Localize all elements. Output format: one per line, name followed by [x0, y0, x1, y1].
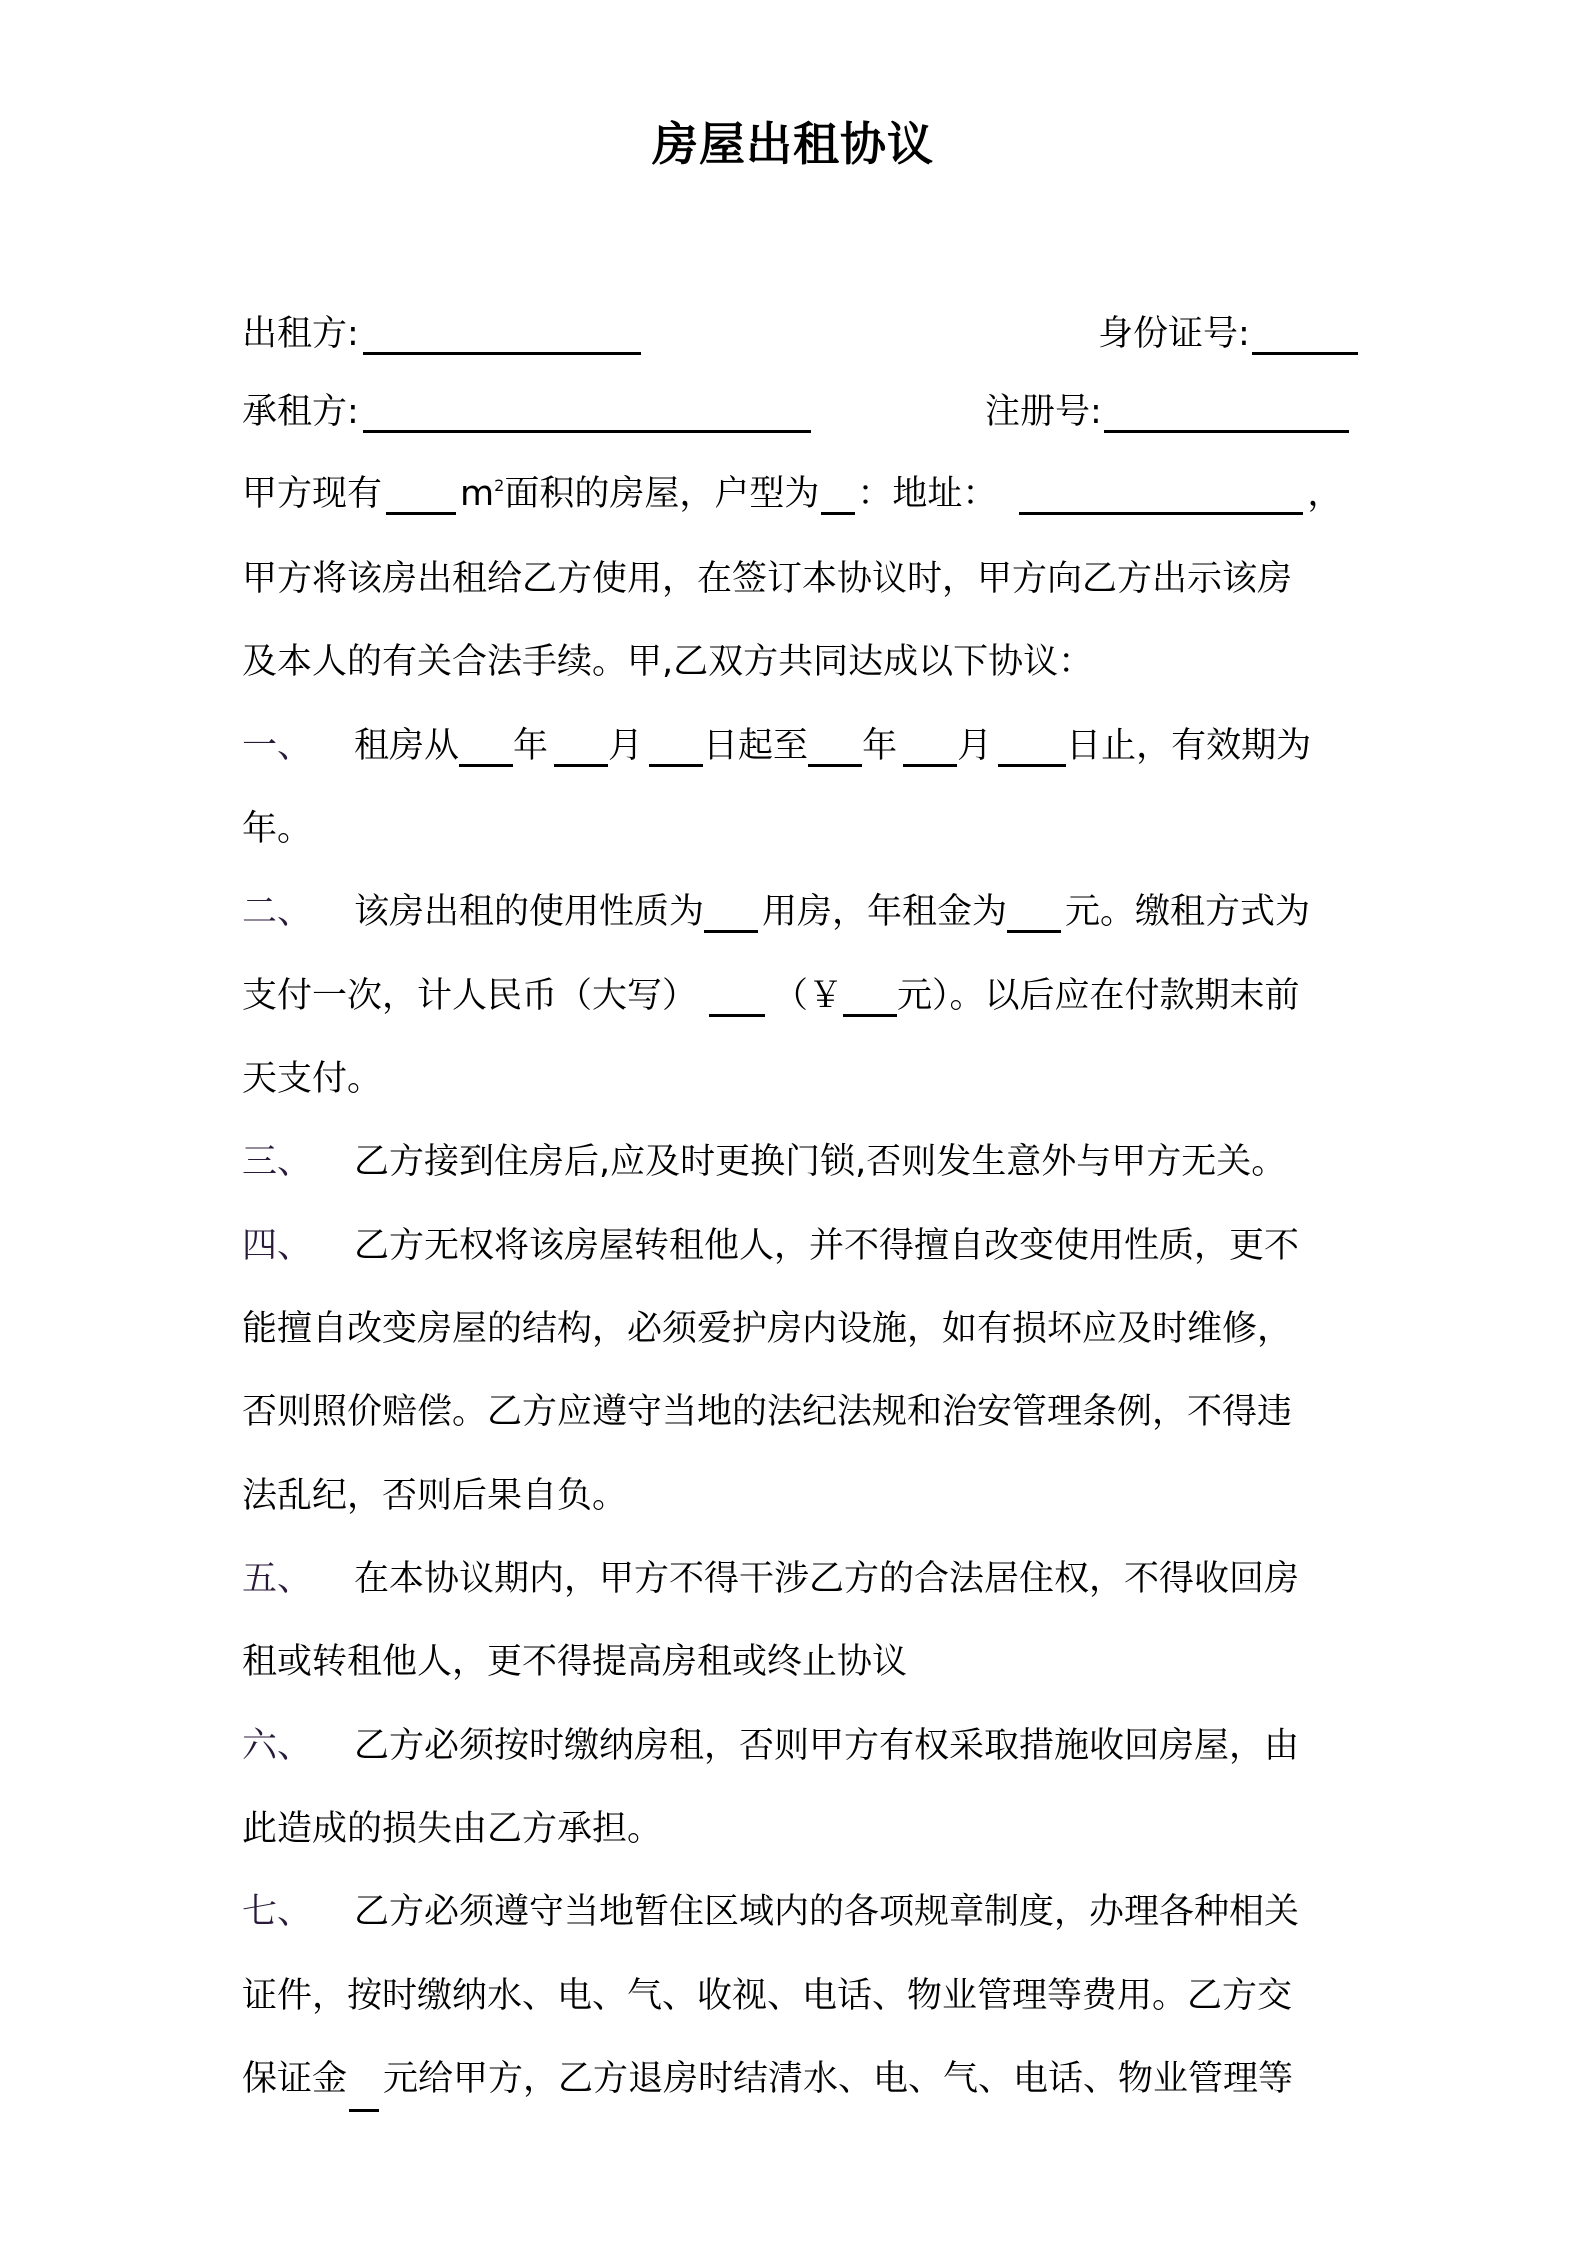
clause-1-line-2: 年。	[242, 809, 313, 849]
usage-blank[interactable]	[704, 896, 758, 933]
intro-text: 面积的房屋，户型为	[504, 474, 820, 514]
lessor-blank[interactable]	[363, 318, 641, 355]
id-number-label: 身份证号:	[1098, 314, 1250, 354]
intro-text: ，	[1307, 474, 1343, 514]
amount-number-blank[interactable]	[843, 980, 897, 1017]
intro-line-2: 甲方将该房出租给乙方使用，在签订本协议时，甲方向乙方出示该房	[242, 559, 1293, 599]
address-blank[interactable]	[1019, 478, 1303, 515]
id-number-field	[1098, 310, 1358, 358]
annual-rent-blank[interactable]	[1007, 896, 1061, 933]
clause-text: 月	[957, 726, 993, 766]
end-day-blank[interactable]	[998, 730, 1066, 767]
registration-label: 注册号:	[985, 392, 1102, 432]
clause-text: 用房，年租金为	[762, 892, 1008, 932]
registration-field	[985, 388, 1349, 436]
amount-words-blank[interactable]	[709, 980, 765, 1017]
clause-text: 年	[513, 726, 549, 766]
clause-2-line-1	[242, 888, 1352, 936]
clause-marker: 五、	[242, 1559, 313, 1599]
clause-marker: 六、	[242, 1726, 313, 1766]
lessee-field	[242, 388, 811, 436]
clause-marker: 一、	[242, 726, 313, 766]
clause-text: 日止，有效期为	[1066, 726, 1312, 766]
clause-marker: 二、	[242, 892, 313, 932]
clause-text: 年	[862, 726, 898, 766]
end-month-blank[interactable]	[903, 730, 957, 767]
intro-line-1	[242, 470, 1352, 518]
clause-text: 乙方接到住房后,应及时更换门锁,否则发生意外与甲方无关。	[354, 1142, 1287, 1182]
clause-4-line-3: 否则照价赔偿。乙方应遵守当地的法纪法规和治安管理条例，不得违	[242, 1392, 1293, 1432]
registration-blank[interactable]	[1104, 396, 1349, 433]
lessee-label: 承租方:	[242, 392, 359, 432]
end-year-blank[interactable]	[808, 730, 862, 767]
intro-line-3: 及本人的有关合法手续。甲,乙双方共同达成以下协议：	[242, 642, 1094, 682]
clause-text: 乙方必须按时缴纳房租，否则甲方有权采取措施收回房屋，由	[354, 1726, 1300, 1766]
clause-4-line-4: 法乱纪，否则后果自负。	[242, 1476, 628, 1516]
clause-text: 月	[608, 726, 644, 766]
clause-text: 保证金	[242, 2059, 348, 2099]
clause-4-line-2: 能擅自改变房屋的结构，必须爱护房内设施，如有损坏应及时维修，	[242, 1309, 1293, 1349]
clause-marker: 三、	[242, 1142, 313, 1182]
clause-marker: 七、	[242, 1892, 313, 1932]
clause-text: 在本协议期内，甲方不得干涉乙方的合法居住权，不得收回房	[354, 1559, 1300, 1599]
clause-text: （￥	[773, 976, 844, 1016]
intro-text: ：地址：	[857, 474, 998, 514]
clause-text: 乙方必须遵守当地暂住区域内的各项规章制度，办理各种相关	[354, 1892, 1300, 1932]
clause-text: 支付一次，计人民币（大写）	[242, 976, 698, 1016]
lessor-label: 出租方:	[242, 314, 359, 354]
clause-text: 乙方无权将该房屋转租他人，并不得擅自改变使用性质，更不	[354, 1226, 1300, 1266]
clause-text: 日起至	[703, 726, 809, 766]
clause-text: 该房出租的使用性质为	[354, 892, 705, 932]
start-month-blank[interactable]	[554, 730, 608, 767]
clause-text: 元给甲方，乙方退房时结清水、电、气、电话、物业管理等	[383, 2059, 1294, 2099]
start-year-blank[interactable]	[459, 730, 513, 767]
clause-5-line-1	[242, 1555, 1352, 1603]
clause-2-line-2	[242, 972, 1352, 1020]
clause-1-line-1	[242, 722, 1352, 770]
clause-6-line-1	[242, 1722, 1352, 1770]
clause-4-line-1	[242, 1222, 1352, 1270]
clause-5-line-2: 租或转租他人，更不得提高房租或终止协议	[242, 1642, 908, 1682]
area-unit-superscript: 2	[494, 476, 505, 495]
lessor-field	[242, 310, 641, 358]
clause-text: 元）。以后应在付款期末前	[897, 976, 1300, 1016]
deposit-blank[interactable]	[349, 2075, 379, 2112]
clause-3-line-1	[242, 1138, 1352, 1186]
start-day-blank[interactable]	[649, 730, 703, 767]
clause-7-line-1	[242, 1888, 1352, 1936]
area-unit: m	[460, 474, 495, 514]
document-title: 房屋出租协议	[652, 117, 934, 171]
area-blank[interactable]	[386, 478, 456, 515]
lessee-blank[interactable]	[363, 396, 811, 433]
clause-7-line-3	[242, 2055, 1352, 2103]
clause-text: 元。缴租方式为	[1065, 892, 1311, 932]
layout-blank[interactable]	[821, 478, 855, 515]
clause-text: 租房从	[354, 726, 460, 766]
id-number-blank[interactable]	[1252, 318, 1358, 355]
clause-2-line-3: 天支付。	[242, 1059, 383, 1099]
clause-6-line-2: 此造成的损失由乙方承担。	[242, 1809, 663, 1849]
intro-text: 甲方现有	[242, 474, 383, 514]
clause-7-line-2: 证件，按时缴纳水、电、气、收视、电话、物业管理等费用。乙方交	[242, 1976, 1293, 2016]
clause-marker: 四、	[242, 1226, 313, 1266]
